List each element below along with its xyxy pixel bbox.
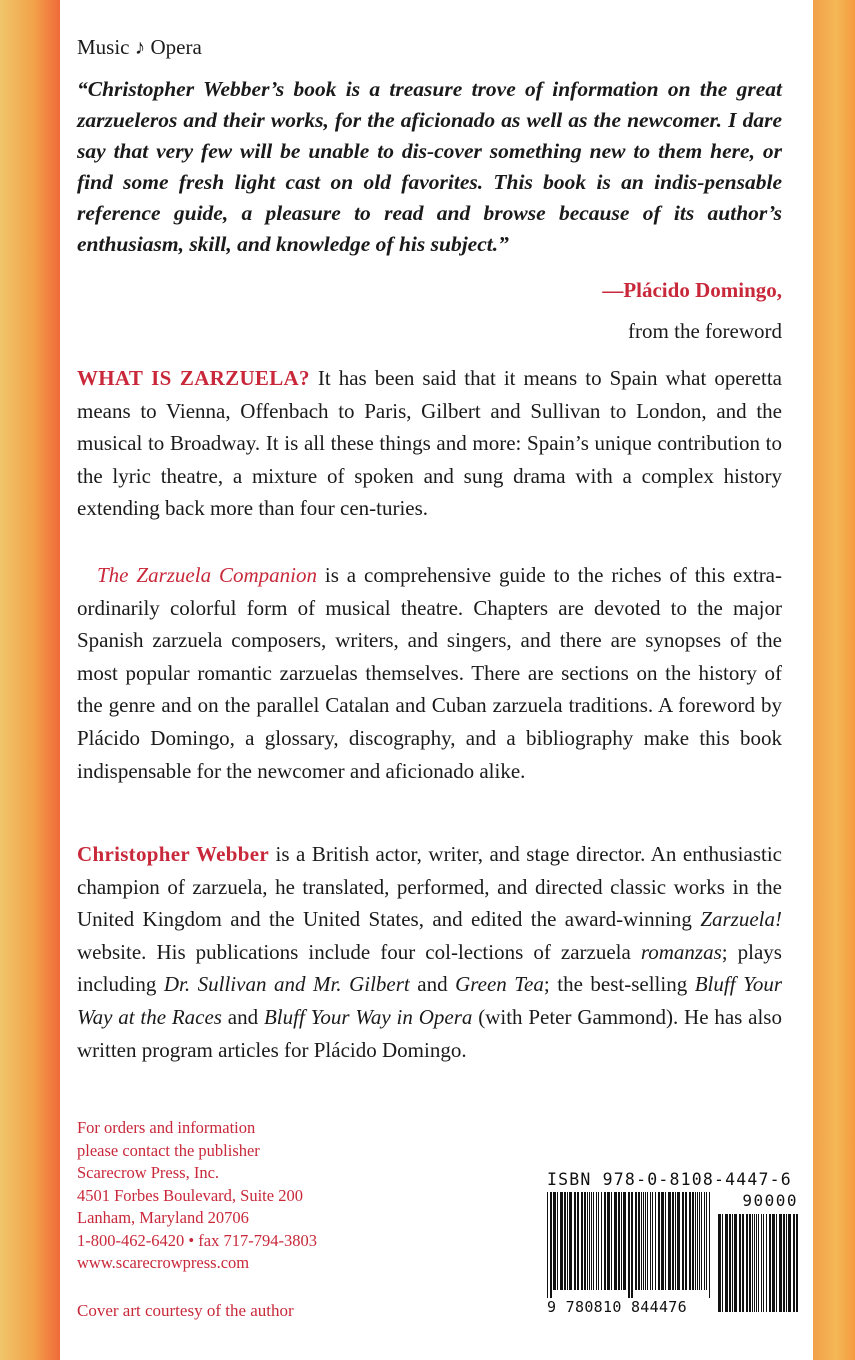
quote-attribution: —Plácido Domingo,: [602, 278, 782, 302]
barcode-bar: [596, 1192, 597, 1290]
barcode-bar: [746, 1214, 748, 1312]
barcode-bar: [560, 1192, 563, 1290]
barcode-bar: [655, 1192, 656, 1290]
barcode-image: [547, 1192, 797, 1312]
book-title: The Zarzuela Companion: [97, 563, 317, 587]
barcode-bar: [788, 1214, 791, 1312]
what-is-zarzuela-heading: WHAT IS ZARZUELA?: [77, 366, 310, 390]
companion-description-paragraph: [77, 559, 782, 787]
barcode-bar: [652, 1192, 653, 1290]
barcode-bar: [699, 1192, 700, 1290]
publisher-contact: [77, 1117, 407, 1275]
barcode-bar: [766, 1214, 767, 1312]
author-bio-paragraph: [77, 838, 782, 1066]
barcode-bar: [685, 1192, 687, 1290]
barcode-bar: [647, 1192, 648, 1290]
barcode-bar: [567, 1192, 568, 1290]
author-bio-text: ; the best-selling: [543, 972, 695, 997]
barcode-bar: [645, 1192, 646, 1290]
publisher-name: Scarecrow Press, Inc.: [77, 1163, 220, 1182]
author-bio-text: is a British actor, writer, and stage director. An enthusiastic champion of zarzuela, he translated, performed, and directed classic works in the United Kingdom and the United States, and edited the award-winning: [77, 842, 782, 932]
author-name: Christopher Webber: [77, 842, 269, 866]
category-label: [77, 33, 202, 61]
barcode-bar: [658, 1192, 660, 1290]
barcode-bar: [564, 1192, 566, 1290]
barcode-bar: [635, 1192, 637, 1290]
endorsement-quote: “Christopher Webber’s book is a treasure trove of information on the great zarzueleros and their works, for the aficionado as well as the newcomer. I dare say that very few will be unable to dis-cover something new to them here, or find some fresh light cast on old favorites. This book is an indis-pensable reference guide, a pleasure to read and browse because of its author’s enthusiasm, skill, and knowledge of his subject.”: [77, 77, 782, 256]
barcode-bar: [734, 1214, 737, 1312]
barcode-bar: [584, 1192, 586, 1290]
what-is-zarzuela-body: It has been said that it means to Spain what operetta means to Vienna, Offenbach to Paris, Gilbert and Sullivan to London, and the musical to Broadway. It is all these things and more: Spain’s unique contribution to the lyric theatre, a mixture of spoken and sung drama with a complex history extending back more than four cen-turies.: [77, 366, 782, 521]
barcode-bar: [601, 1192, 602, 1290]
publisher-address: 4501 Forbes Boulevard, Suite 200: [77, 1185, 303, 1205]
cover-art-credit: Cover art courtesy of the author: [77, 1301, 294, 1320]
publisher-phone-fax: 1-800-462-6420 • fax 717-794-3803: [77, 1230, 317, 1250]
author-bio-text: (with Peter Gammond). He has also written program articles for Plácido Domingo.: [77, 1004, 782, 1062]
barcode-bar: [675, 1192, 676, 1290]
barcode-bar: [752, 1214, 753, 1312]
what-is-zarzuela-paragraph: [77, 362, 782, 525]
barcode-bar: [631, 1192, 633, 1302]
category-opera: Opera: [150, 35, 202, 59]
barcode-bar: [611, 1192, 612, 1290]
barcode-bar: [591, 1192, 592, 1290]
author-bio-italic: romanzas: [640, 939, 722, 964]
barcode-bar: [569, 1192, 572, 1290]
barcode-bar: [623, 1192, 626, 1290]
right-decorative-edge: [813, 0, 855, 1360]
barcode-bar: [574, 1192, 576, 1290]
barcode-bar: [668, 1192, 671, 1290]
barcode-bar: [593, 1192, 594, 1290]
barcode-bar: [618, 1192, 620, 1290]
author-bio-text: and: [409, 972, 456, 997]
barcode-bar: [779, 1214, 782, 1312]
barcode-bar: [695, 1192, 696, 1290]
author-bio-italic: Green Tea: [455, 972, 544, 997]
author-bio-italic: Zarzuela!: [700, 907, 782, 932]
barcode-bar: [796, 1214, 798, 1312]
author-bio-italic: Dr. Sullivan and Mr. Gilbert: [163, 972, 410, 997]
author-bio-italic: Bluff Your Way in Opera: [263, 1004, 473, 1029]
barcode-bar: [692, 1192, 694, 1290]
barcode-bar: [786, 1214, 787, 1312]
barcode-bar: [598, 1192, 599, 1290]
barcode-bar: [758, 1214, 759, 1312]
barcode-bar: [761, 1214, 762, 1312]
barcode-bar: [628, 1192, 630, 1302]
barcode-bar: [742, 1214, 744, 1312]
barcode-bar: [672, 1192, 674, 1290]
barcode-bar: [621, 1192, 622, 1290]
author-bio-text: ; plays including: [77, 939, 782, 997]
barcode-bar: [550, 1192, 552, 1302]
author-bio-text: website. His publications include four col-lections of zarzuela: [77, 939, 641, 964]
barcode-bar: [589, 1192, 590, 1290]
barcode-bar: [718, 1214, 721, 1312]
back-cover-panel: [60, 0, 813, 1360]
barcode-bar: [638, 1192, 640, 1290]
barcode-bar: [725, 1214, 728, 1312]
barcode-bar: [772, 1214, 775, 1312]
barcode-bar: [604, 1192, 606, 1290]
barcode-bar: [706, 1192, 707, 1290]
price-code: 90000: [714, 1191, 798, 1210]
barcode-bar: [689, 1192, 691, 1290]
barcode-bar: [661, 1192, 664, 1290]
barcode-bar: [650, 1192, 651, 1290]
publisher-website: www.scarecrowpress.com: [77, 1253, 250, 1272]
barcode-bar: [701, 1192, 702, 1290]
barcode-bar: [677, 1192, 680, 1290]
barcode-bar: [553, 1192, 556, 1290]
barcode-bar: [763, 1214, 764, 1312]
barcode-bar: [557, 1192, 558, 1290]
barcode-bar: [783, 1214, 785, 1312]
barcode-bar: [682, 1192, 684, 1290]
barcode-bar: [614, 1192, 617, 1290]
author-bio-text: and: [221, 1004, 264, 1029]
companion-description-body: is a comprehensive guide to the riches of this extra-ordinarily colorful form of musical theatre. Chapters are devoted to the major Spanish zarzuela composers, writers, and singers, and there are synopses of the most popular romantic zarzuelas themselves. There are sections on the history of the genre and on the parallel Catalan and Cuban zarzuela traditions. A foreword by Plácido Domingo, a glossary, discography, and a bibliography make this book indispensable for the newcomer and aficionado alike.: [77, 563, 782, 783]
barcode-bar: [729, 1214, 731, 1312]
barcode-bar: [697, 1192, 698, 1290]
left-decorative-edge: [0, 0, 60, 1360]
barcode-bar: [641, 1192, 642, 1290]
ean-digits: 9 780810 844476: [547, 1298, 717, 1316]
barcode-bar: [587, 1192, 588, 1290]
isbn-label: ISBN 978-0-8108-4447-6: [547, 1170, 792, 1189]
barcode-bar: [547, 1192, 548, 1302]
barcode-bar: [769, 1214, 771, 1312]
barcode-bar: [739, 1214, 741, 1312]
music-note-icon: ♪: [134, 35, 146, 59]
barcode-bar: [756, 1214, 757, 1312]
barcode-bar: [709, 1192, 710, 1302]
barcode-bar: [577, 1192, 579, 1290]
barcode-bar: [776, 1214, 777, 1312]
quote-attribution-source: from the foreword: [628, 319, 782, 343]
barcode-bar: [643, 1192, 644, 1290]
publisher-line: For orders and information: [77, 1118, 256, 1137]
publisher-city: Lanham, Maryland 20706: [77, 1208, 249, 1227]
barcode-bar: [732, 1214, 733, 1312]
barcode-bar: [722, 1214, 723, 1312]
author-bio-italic: Bluff Your Way at the Races: [77, 972, 783, 1029]
barcode-bar: [749, 1214, 751, 1312]
publisher-line: please contact the publisher: [77, 1140, 260, 1160]
barcode-bar: [704, 1192, 705, 1290]
barcode-bar: [793, 1214, 795, 1312]
barcode-bar: [665, 1192, 666, 1290]
barcode-bar: [754, 1214, 755, 1312]
barcode-bar: [581, 1192, 583, 1290]
category-music: Music: [77, 35, 130, 59]
barcode-bar: [607, 1192, 610, 1290]
